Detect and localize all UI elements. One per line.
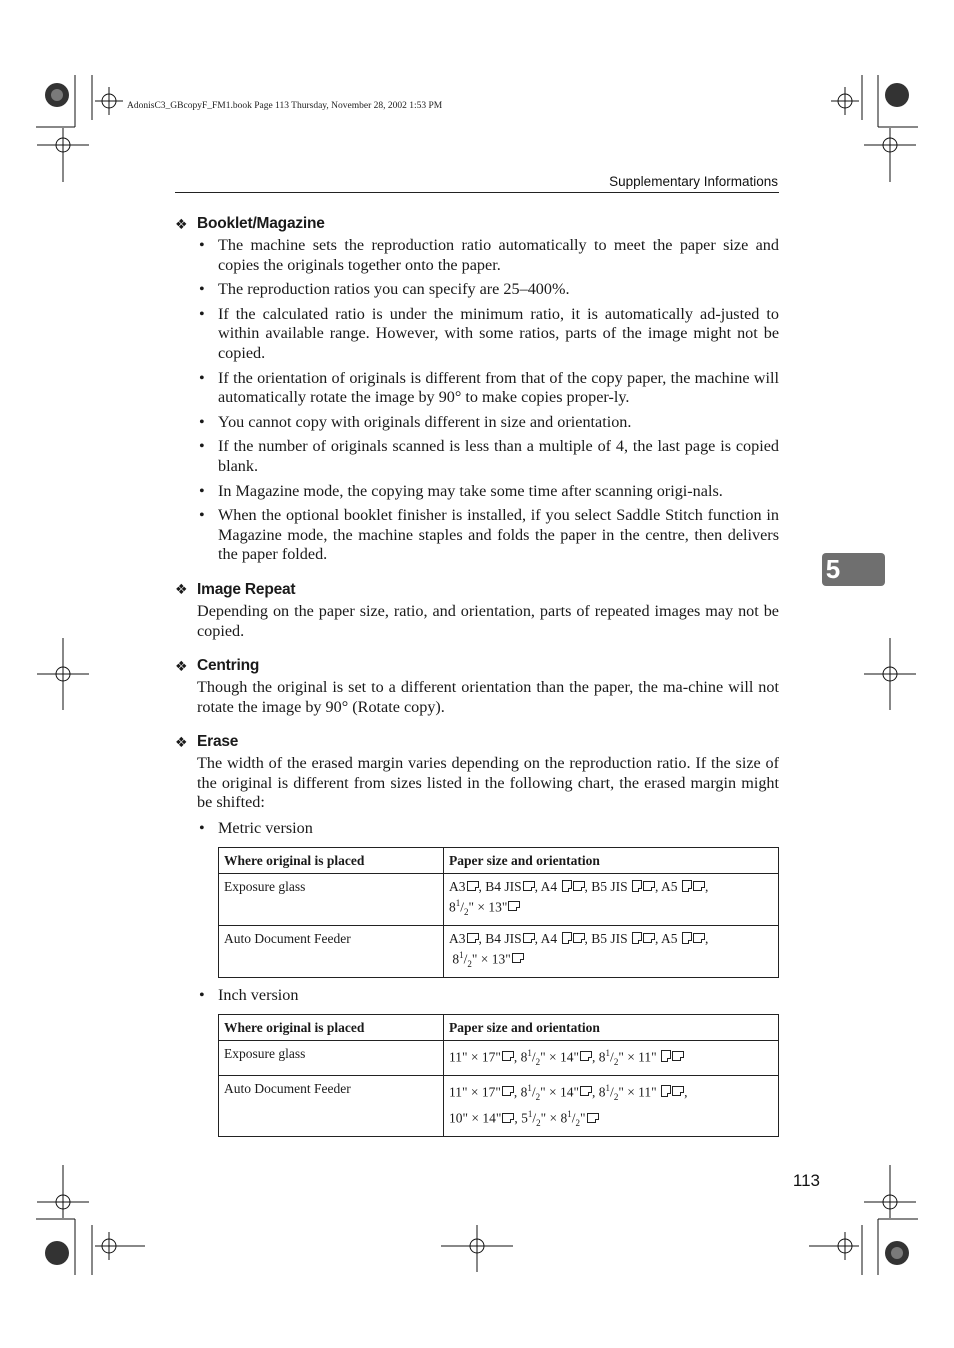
list-item: • The machine sets the reproduction ratio automatically to meet the paper size and copies the originals together onto the paper. xyxy=(175,236,779,275)
table-cell-place: Exposure glass xyxy=(219,873,444,925)
portrait-icon xyxy=(682,932,692,944)
table-row xyxy=(219,1040,779,1075)
landscape-icon xyxy=(672,1086,684,1096)
page-number: 113 xyxy=(792,1171,820,1190)
section-heading xyxy=(175,733,779,751)
table-header-row xyxy=(219,847,779,873)
landscape-icon xyxy=(508,901,520,911)
chapter-number: 5 xyxy=(825,554,841,584)
table-cell-sizes: 11" × 17" , $8^1/_2$" × 14" , $8^1/_2$" × 11" xyxy=(444,1040,779,1075)
section-title: Image Repeat xyxy=(197,580,296,598)
file-header: AdonisC3_GBcopyF_FM1.book Page 113 Thursday, November 28, 2002 1:53 PM xyxy=(127,101,443,111)
list-item: • In Magazine mode, the copying may take some time after scanning origi-nals. xyxy=(175,482,779,502)
diamond-bullet-icon: ❖ xyxy=(175,657,188,674)
table-row xyxy=(219,925,779,977)
section-erase xyxy=(175,733,779,1137)
section-paragraph: The width of the erased margin varies depending on the reproduction ratio. If the size of the original is different from sizes listed in the following chart, the erased margin might be shifted: xyxy=(197,754,779,812)
inch-table xyxy=(218,1014,779,1138)
bullet-list xyxy=(175,236,779,565)
table-header: Paper size and orientation xyxy=(444,1014,779,1040)
diamond-bullet-icon: ❖ xyxy=(175,733,188,750)
landscape-icon xyxy=(523,881,535,891)
page-content xyxy=(175,215,779,1153)
list-item: • If the orientation of originals is different from that of the copy paper, the machine will automatically rotate the image by 90° to make copies proper-ly. xyxy=(175,369,779,408)
table-row xyxy=(219,1075,779,1136)
section-paragraph: Though the original is set to a different orientation than the paper, the ma-chine will not rotate the image by 90° (Rotate copy). xyxy=(197,678,779,716)
landscape-icon xyxy=(587,1113,599,1123)
diamond-bullet-icon: ❖ xyxy=(175,215,188,232)
section-paragraph: Depending on the paper size, ratio, and orientation, parts of repeated images may not be copied. xyxy=(197,601,779,640)
landscape-icon xyxy=(502,1113,514,1123)
table-header: Where original is placed xyxy=(219,1014,444,1040)
list-item: • If the number of originals scanned is less than a multiple of 4, the last page is copied blank. xyxy=(175,437,779,476)
landscape-icon xyxy=(643,881,655,891)
landscape-icon xyxy=(467,933,479,943)
section-image-repeat xyxy=(175,581,779,641)
section-title: Booklet/Magazine xyxy=(197,215,325,232)
landscape-icon xyxy=(573,881,585,891)
portrait-icon xyxy=(661,1050,671,1062)
portrait-icon xyxy=(562,880,572,892)
table-header: Paper size and orientation xyxy=(444,847,779,873)
list-item: • If the calculated ratio is under the minimum ratio, it is automatically ad-justed to within available range. However, with some ratios, parts of the image might not be copied. xyxy=(175,305,779,364)
table-cell-place: Exposure glass xyxy=(219,1040,444,1075)
landscape-icon xyxy=(643,933,655,943)
table-row xyxy=(219,873,779,925)
section-centring xyxy=(175,657,779,717)
section-heading xyxy=(175,581,779,599)
portrait-icon xyxy=(632,880,642,892)
table-cell-place: Auto Document Feeder xyxy=(219,1075,444,1136)
landscape-icon xyxy=(580,1051,592,1061)
metric-table xyxy=(218,847,779,978)
list-item: • When the optional booklet finisher is installed, if you select Saddle Stitch function in Magazine mode, the machine staples and folds the paper in the centre, then delivers the paper folded. xyxy=(175,506,779,565)
table-header: Where original is placed xyxy=(219,847,444,873)
table-cell-place: Auto Document Feeder xyxy=(219,925,444,977)
portrait-icon xyxy=(562,932,572,944)
landscape-icon xyxy=(523,933,535,943)
landscape-icon xyxy=(467,881,479,891)
table-cell-sizes: 11" × 17" , $8^1/_2$" × 14" , $8^1/_2$" × 11" , 10" × 14" , $5^1/_2$" × $8^1/_2$" xyxy=(444,1075,779,1136)
table-cell-sizes: A3 , B4 JIS , A4 , B5 JIS , A5 , $8^1/_2$" × 13" xyxy=(444,873,779,925)
landscape-icon xyxy=(693,933,705,943)
list-item: • You cannot copy with originals different in size and orientation. xyxy=(175,413,779,433)
landscape-icon xyxy=(573,933,585,943)
landscape-icon xyxy=(502,1051,514,1061)
section-title: Erase xyxy=(197,733,239,751)
table-header-row xyxy=(219,1014,779,1040)
portrait-icon xyxy=(682,880,692,892)
landscape-icon xyxy=(502,1086,514,1096)
list-item: • The reproduction ratios you can specify are 25–400%. xyxy=(175,280,779,300)
landscape-icon xyxy=(580,1086,592,1096)
portrait-icon xyxy=(632,932,642,944)
metric-version-label: • Metric version xyxy=(175,819,779,839)
landscape-icon xyxy=(693,881,705,891)
section-heading xyxy=(175,657,779,675)
portrait-icon xyxy=(661,1085,671,1097)
running-head: Supplementary Informations xyxy=(609,174,778,189)
table-cell-sizes: A3 , B4 JIS , A4 , B5 JIS , A5 , $8^1/_2$" × 13" xyxy=(444,925,779,977)
inch-version-label: • Inch version xyxy=(175,986,779,1006)
section-title: Centring xyxy=(197,657,260,675)
landscape-icon xyxy=(512,953,524,963)
section-booklet-magazine xyxy=(175,215,779,565)
section-heading xyxy=(175,215,779,233)
diamond-bullet-icon: ❖ xyxy=(175,581,188,598)
landscape-icon xyxy=(672,1051,684,1061)
